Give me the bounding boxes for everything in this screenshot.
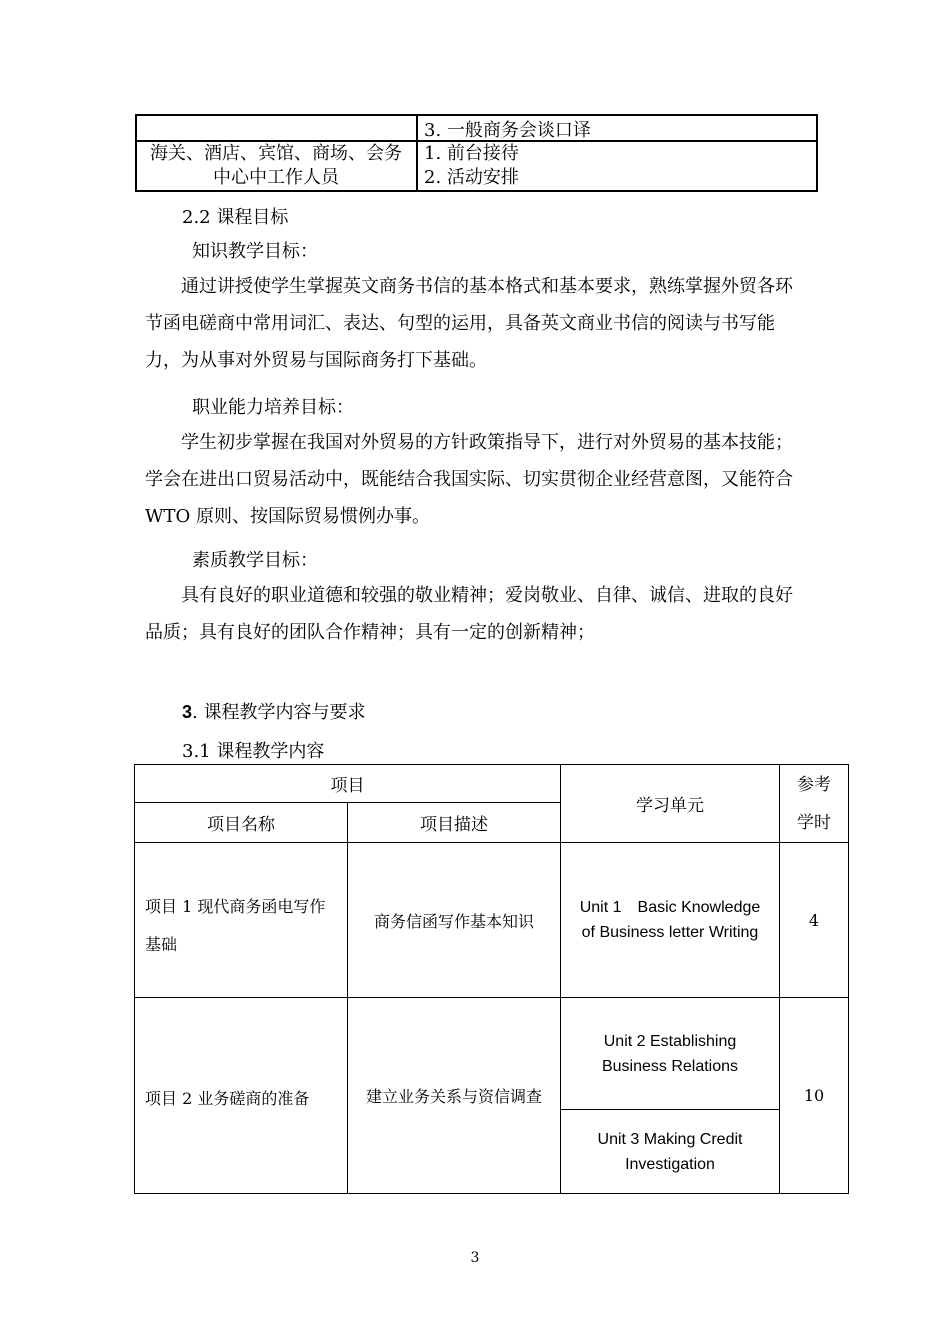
header-project: 项目 bbox=[330, 776, 365, 796]
row-1-name-line2: 基础 bbox=[145, 935, 178, 954]
row-2-unit-b-line2: Investigation bbox=[625, 1155, 715, 1173]
header-project-desc: 项目描述 bbox=[420, 815, 488, 835]
section-3-1-heading: 3.1 课程教学内容 bbox=[182, 741, 325, 762]
section-3-title: . 课程教学内容与要求 bbox=[192, 702, 366, 723]
row-1-unit-line2: of Business letter Writing bbox=[581, 924, 759, 941]
section-2-2-heading: 2.2 课程目标 bbox=[182, 207, 289, 228]
top-table-row2-left-line1: 海关、酒店、宾馆、商场、会务 bbox=[150, 143, 402, 164]
top-table-row2-right bbox=[424, 142, 519, 190]
top-table-row2-left bbox=[136, 142, 416, 190]
top-table-row2-right-line2: 2. 活动安排 bbox=[424, 167, 519, 188]
table-row-1-hours: 4 bbox=[808, 910, 820, 930]
quality-goal-label: 素质教学目标： bbox=[192, 550, 318, 571]
row-2-unit-b-line1: Unit 3 Making Credit bbox=[597, 1130, 743, 1148]
header-learning-unit: 学习单元 bbox=[636, 796, 704, 816]
top-table-row2-right-line1: 1. 前台接待 bbox=[424, 143, 519, 164]
top-table-row1-right: 3. 一般商务会谈口译 bbox=[424, 120, 591, 141]
table-row-2-unit-b bbox=[561, 1110, 779, 1193]
table-row-1-name bbox=[145, 888, 325, 964]
quality-goal-text: 具有良好的职业道德和较强的敬业精神；爱岗敬业、自律、诚信、进取的良好品质；具有良好的团队合作精神；具有一定的创新精神； bbox=[145, 585, 793, 643]
section-3-heading bbox=[182, 698, 365, 724]
table-row-1-unit bbox=[561, 843, 779, 997]
header-hours-line2: 学时 bbox=[797, 812, 831, 833]
header-project-name: 项目名称 bbox=[207, 815, 275, 835]
row-2-unit-a-line1: Unit 2 Establishing bbox=[603, 1032, 737, 1050]
knowledge-goal-label: 知识教学目标： bbox=[192, 241, 318, 262]
ability-goal-text: 学生初步掌握在我国对外贸易的方针政策指导下，进行对外贸易的基本技能；学会在进出口贸易活动中，既能结合我国实际、切实贯彻企业经营意图，又能符合 WTO 原则、按国际贸易惯例办事。 bbox=[145, 432, 793, 527]
top-table-row2-left-line2: 中心中工作人员 bbox=[213, 167, 339, 188]
table-row-2-unit-a bbox=[561, 998, 779, 1109]
row-1-name-line1: 项目 1 现代商务函电写作 bbox=[145, 897, 326, 916]
header-hours-line1: 参考 bbox=[797, 774, 831, 795]
row-1-unit-line1: Unit 1 Basic Knowledge bbox=[579, 899, 761, 916]
knowledge-goal-text: 通过讲授使学生掌握英文商务书信的基本格式和基本要求，熟练掌握外贸各环节函电磋商中常用词汇、表达、句型的运用，具备英文商业书信的阅读与书写能力，为从事对外贸易与国际商务打下基础。 bbox=[145, 276, 793, 371]
page-number: 3 bbox=[470, 1250, 480, 1266]
section-3-number: 3 bbox=[182, 702, 193, 722]
ability-goal-label: 职业能力培养目标： bbox=[192, 397, 354, 418]
table-row-1-desc: 商务信函写作基本知识 bbox=[373, 911, 534, 931]
header-hours bbox=[780, 765, 848, 842]
table-row-2-desc: 建立业务关系与资信调查 bbox=[365, 1087, 542, 1106]
table-row-2-name: 项目 2 业务磋商的准备 bbox=[145, 1089, 310, 1108]
table-row-2-hours: 10 bbox=[803, 1086, 825, 1105]
row-2-unit-a-line2: Business Relations bbox=[601, 1057, 739, 1075]
